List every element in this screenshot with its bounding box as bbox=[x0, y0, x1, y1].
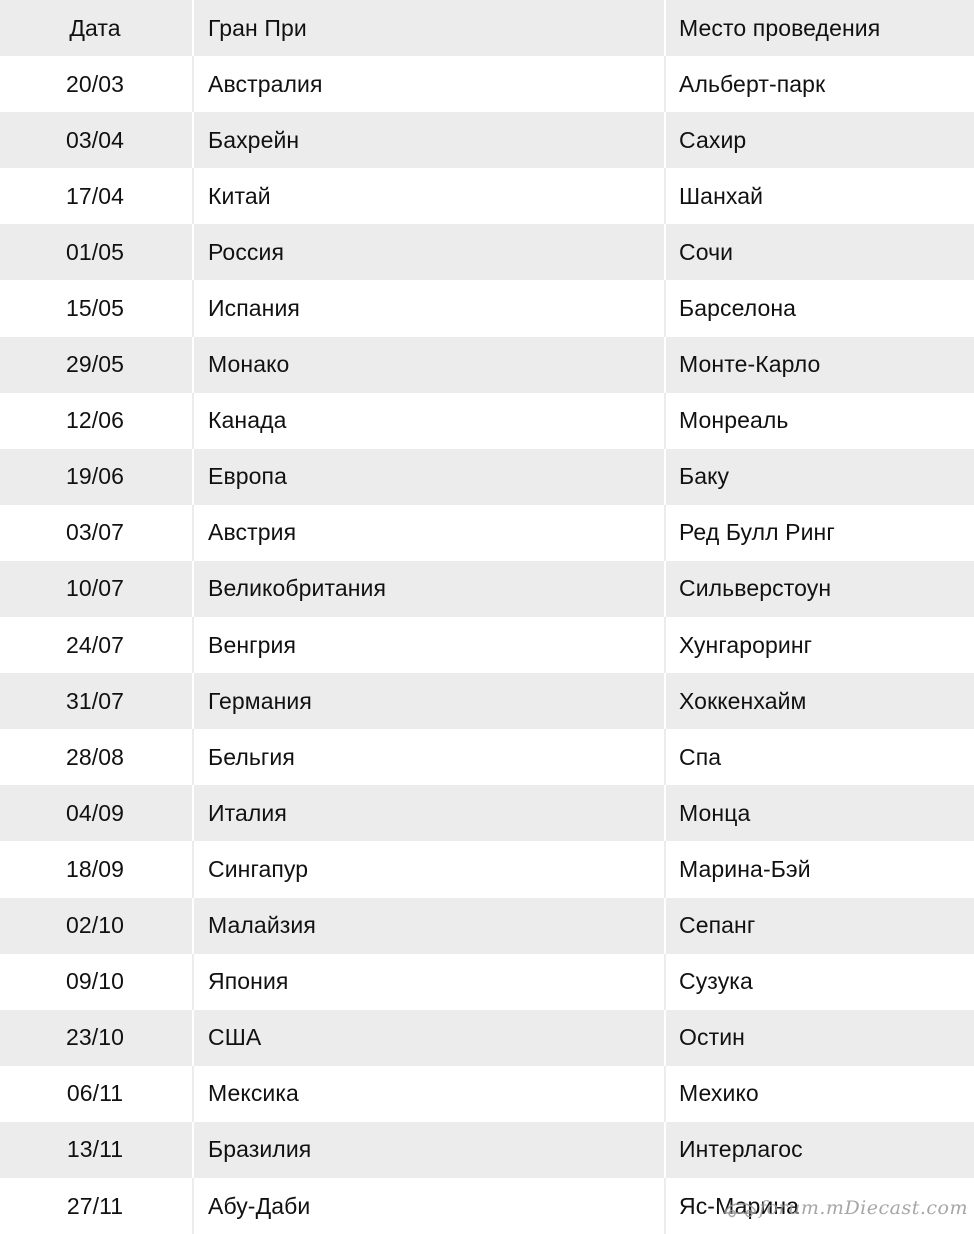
cell-grand-prix: Монако bbox=[192, 337, 664, 393]
cell-grand-prix: Япония bbox=[192, 954, 664, 1010]
car-logo-icon bbox=[723, 1197, 757, 1219]
cell-date: 31/07 bbox=[65, 687, 125, 714]
header-date: Дата bbox=[69, 14, 121, 41]
cell-grand-prix: Германия bbox=[192, 673, 664, 729]
cell-date: 03/07 bbox=[65, 519, 125, 546]
cell-grand-prix: Абу-Даби bbox=[192, 1178, 664, 1234]
cell-venue: Монреаль bbox=[664, 393, 974, 449]
table-row bbox=[0, 1122, 974, 1178]
cell-date: 19/06 bbox=[65, 463, 125, 490]
watermark-text: forum.mDiecast.com bbox=[759, 1197, 968, 1219]
cell-grand-prix: Венгрия bbox=[192, 617, 664, 673]
cell-date: 29/05 bbox=[65, 351, 125, 378]
cell-venue: Сильверстоун bbox=[664, 561, 974, 617]
cell-grand-prix: Европа bbox=[192, 449, 664, 505]
cell-date: 15/05 bbox=[65, 295, 125, 322]
cell-venue: Хунгароринг bbox=[664, 617, 974, 673]
header-grand-prix: Гран При bbox=[192, 0, 664, 56]
table-row bbox=[0, 168, 974, 224]
table-row bbox=[0, 393, 974, 449]
cell-grand-prix: Испания bbox=[192, 280, 664, 336]
cell-grand-prix: Австрия bbox=[192, 505, 664, 561]
table-row bbox=[0, 224, 974, 280]
cell-venue: Шанхай bbox=[664, 168, 974, 224]
cell-grand-prix: Сингапур bbox=[192, 841, 664, 897]
cell-date: 09/10 bbox=[65, 968, 125, 995]
table-row bbox=[0, 449, 974, 505]
table-row bbox=[0, 505, 974, 561]
cell-venue: Сахир bbox=[664, 112, 974, 168]
table-row bbox=[0, 785, 974, 841]
cell-venue: Баку bbox=[664, 449, 974, 505]
cell-venue: Монте-Карло bbox=[664, 337, 974, 393]
cell-date: 01/05 bbox=[65, 238, 125, 265]
cell-venue: Мехико bbox=[664, 1066, 974, 1122]
cell-grand-prix: Китай bbox=[192, 168, 664, 224]
table-row bbox=[0, 280, 974, 336]
header-venue: Место проведения bbox=[664, 0, 974, 56]
table-header-row bbox=[0, 0, 974, 56]
table-row bbox=[0, 1066, 974, 1122]
cell-date: 04/09 bbox=[65, 799, 125, 826]
table-row bbox=[0, 841, 974, 897]
cell-date: 12/06 bbox=[65, 407, 125, 434]
cell-date: 13/11 bbox=[66, 1136, 124, 1163]
cell-grand-prix: Австралия bbox=[192, 56, 664, 112]
cell-date: 02/10 bbox=[65, 912, 125, 939]
cell-venue: Остин bbox=[664, 1010, 974, 1066]
cell-date: 03/04 bbox=[65, 126, 125, 153]
cell-venue: Марина-Бэй bbox=[664, 841, 974, 897]
cell-date: 24/07 bbox=[65, 631, 125, 658]
cell-venue: Сузука bbox=[664, 954, 974, 1010]
cell-venue: Ред Булл Ринг bbox=[664, 505, 974, 561]
cell-grand-prix: Мексика bbox=[192, 1066, 664, 1122]
cell-venue: Спа bbox=[664, 729, 974, 785]
table-row bbox=[0, 954, 974, 1010]
table-row bbox=[0, 898, 974, 954]
cell-grand-prix: Бахрейн bbox=[192, 112, 664, 168]
cell-grand-prix: Италия bbox=[192, 785, 664, 841]
cell-date: 18/09 bbox=[65, 855, 125, 882]
cell-grand-prix: Великобритания bbox=[192, 561, 664, 617]
cell-venue: Хоккенхайм bbox=[664, 673, 974, 729]
cell-venue: Сочи bbox=[664, 224, 974, 280]
table-row bbox=[0, 561, 974, 617]
cell-date: 10/07 bbox=[65, 575, 125, 602]
table-row bbox=[0, 673, 974, 729]
watermark bbox=[723, 1193, 968, 1223]
cell-date: 27/11 bbox=[66, 1192, 124, 1219]
cell-grand-prix: Малайзия bbox=[192, 898, 664, 954]
table-row bbox=[0, 617, 974, 673]
table-row bbox=[0, 56, 974, 112]
cell-grand-prix: Россия bbox=[192, 224, 664, 280]
cell-date: 28/08 bbox=[65, 743, 125, 770]
cell-date: 17/04 bbox=[65, 182, 125, 209]
cell-date: 20/03 bbox=[65, 70, 125, 97]
cell-venue: Барселона bbox=[664, 280, 974, 336]
table-row bbox=[0, 112, 974, 168]
cell-grand-prix: Бразилия bbox=[192, 1122, 664, 1178]
table-row bbox=[0, 1010, 974, 1066]
cell-venue: Альберт-парк bbox=[664, 56, 974, 112]
table-body bbox=[0, 56, 974, 1234]
cell-venue: Интерлагос bbox=[664, 1122, 974, 1178]
cell-venue: Яс-Марина bbox=[664, 1178, 974, 1234]
cell-venue: Монца bbox=[664, 785, 974, 841]
cell-venue: Сепанг bbox=[664, 898, 974, 954]
table-row bbox=[0, 337, 974, 393]
cell-grand-prix: Канада bbox=[192, 393, 664, 449]
cell-grand-prix: США bbox=[192, 1010, 664, 1066]
cell-date: 06/11 bbox=[66, 1080, 124, 1107]
cell-grand-prix: Бельгия bbox=[192, 729, 664, 785]
cell-date: 23/10 bbox=[65, 1024, 125, 1051]
table-row bbox=[0, 729, 974, 785]
